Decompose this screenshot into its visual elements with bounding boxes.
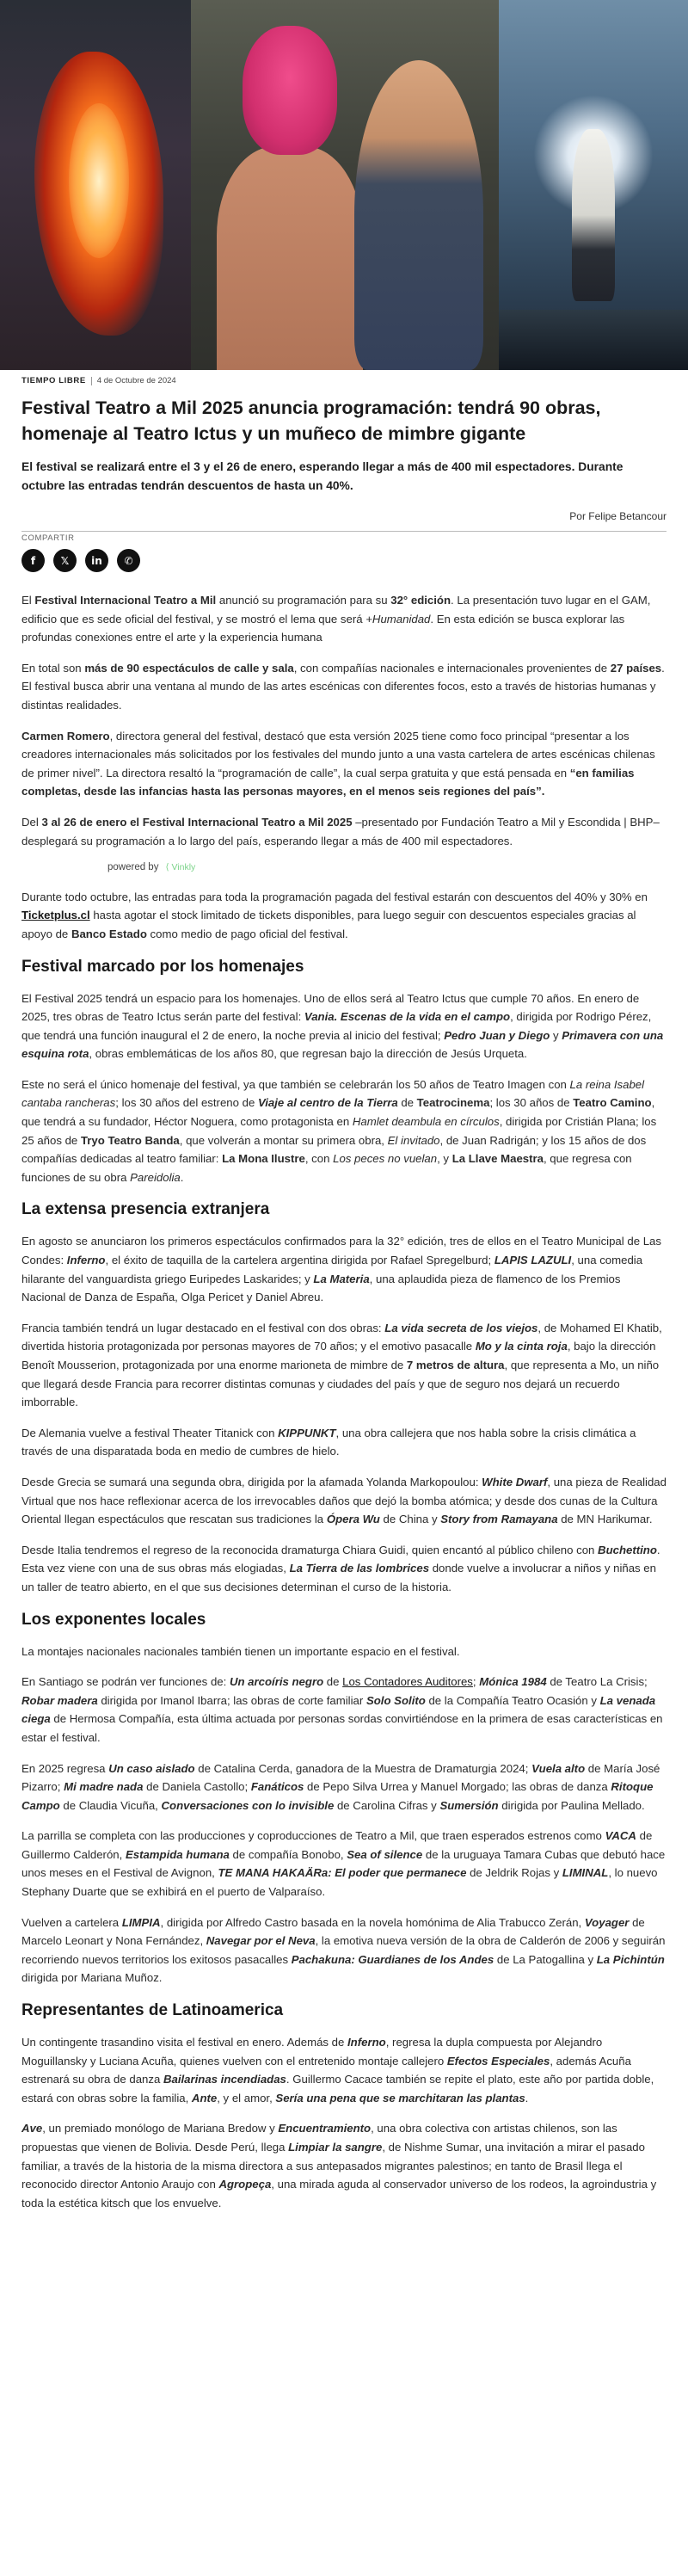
- article-body: [22, 591, 666, 2212]
- article-headline: Festival Teatro a Mil 2025 anuncia programación: tendrá 90 obras, homenaje al Teatro Ictus y un muñeco de mimbre gigante: [22, 397, 601, 444]
- emphasis-bold: 32° edición: [390, 594, 452, 607]
- text-run: , regresa la dupla compuesta por Alejandro Moguillansky y Luciana Acuña, quienes vuelven con el entretenido montaje callejero: [22, 2036, 603, 2068]
- text-run: , una pieza de Realidad Virtual que nos hace reflexionar acerca de los irrevocables daños que dejó la bomba atómica; y desde dos cunas de la Cultura Oriental llegan espectáculos que rescatan sus tradiciones la: [22, 1475, 666, 1526]
- emphasis-bold: La Llave Maestra: [452, 1152, 544, 1166]
- emphasis-italic: Pareidolia: [130, 1170, 181, 1184]
- emphasis-bold: LAPIS LAZULI: [494, 1254, 572, 1267]
- performer-figure: [572, 129, 615, 301]
- section-heading-locales: Los exponentes locales: [22, 1610, 206, 1629]
- emphasis-bold: Mónica 1984: [479, 1675, 547, 1689]
- actor-torso: [217, 146, 363, 370]
- text-run: de Catalina Cerda, ganadora de la Muestra de Dramaturgia 2024;: [194, 1761, 532, 1775]
- emphasis-bold: 3 al 26 de enero el Festival Internacional Teatro a Mil 2025: [41, 815, 353, 829]
- text-run: En Santiago se podrán ver funciones de:: [22, 1675, 230, 1689]
- emphasis-bold: Pachakuna: Guardianes de los Andes: [291, 1952, 494, 1966]
- emphasis-bold: Teatro Camino: [573, 1096, 652, 1110]
- text-run: de la uruguaya Tamara Cubas que debutó hace unos meses en el Festival de Avignon,: [22, 1847, 666, 1880]
- text-run: dirigida por Mariana Muñoz.: [22, 1971, 163, 1985]
- emphasis-bold: La Materia: [313, 1272, 370, 1285]
- emphasis-bold: Robar madera: [22, 1693, 98, 1707]
- emphasis-bold: Story from Ramayana: [440, 1513, 558, 1526]
- vinkly-logo[interactable]: ⟨ Vinkly: [165, 862, 196, 873]
- emphasis-bold: más de 90 espectáculos de calle y sala: [84, 661, 294, 675]
- text-run: de María José Pizarro;: [22, 1761, 660, 1794]
- emphasis-bold: KIPPUNKT: [278, 1426, 336, 1439]
- emphasis-bold: Mo y la cinta roja: [475, 1340, 568, 1353]
- powered-by-label: powered by: [108, 862, 159, 873]
- text-run: , de Juan Radrigán; y los 15 años de dos compañías dedicadas al teatro familiar:: [22, 1133, 647, 1166]
- inline-link[interactable]: Los Contadores Auditores: [342, 1675, 473, 1689]
- hero-image: [0, 0, 688, 370]
- emphasis-bold: Banco Estado: [71, 927, 147, 940]
- emphasis-bold: La Mona Ilustre: [222, 1152, 305, 1166]
- text-run: hasta agotar el stock limitado de tickets disponibles, para luego seguir con descuentos especiales gracias al apoyo de: [22, 909, 636, 940]
- emphasis-bold: Sea of silence: [347, 1847, 423, 1861]
- emphasis-bold: Estampida humana: [125, 1847, 230, 1861]
- emphasis-bold: Teatrocinema: [416, 1096, 490, 1110]
- facebook-icon[interactable]: f: [22, 549, 45, 572]
- emphasis-bold: Inferno: [347, 2036, 386, 2049]
- paragraph: [22, 659, 666, 715]
- text-run: dirigida por Paulina Mellado.: [498, 1798, 645, 1812]
- emphasis-bold: Ave: [22, 2122, 43, 2135]
- emphasis-bold: La Tierra de las lombrices: [289, 1562, 430, 1575]
- text-run: .: [180, 1170, 184, 1184]
- text-run: Desde Italia tendremos el regreso de la reconocida dramaturga Chiara Guidi, quien encantó al público chileno con: [22, 1543, 599, 1556]
- article-lead: El festival se realizará entre el 3 y el 26 de enero, esperando llegar a más de 400 mil espectadores. Durante octubre las entradas tendrán descuentos de hasta un 40%.: [22, 460, 624, 492]
- text-run: dirigida por Imanol Ibarra; las obras de corte familiar: [97, 1693, 366, 1707]
- text-run: De Alemania vuelve a festival Theater Titanick con: [22, 1426, 279, 1439]
- paragraph: [22, 1759, 666, 1815]
- text-run: .: [525, 2091, 529, 2105]
- text-run: Un contingente trasandino visita el festival en enero. Además de: [22, 2036, 348, 2049]
- text-run: Durante todo octubre, las entradas para toda la programación pagada del festival estarán con descuentos del 40% y 30% en: [22, 890, 648, 903]
- text-run: ; los 30 años del estreno de: [115, 1096, 258, 1110]
- text-run: , una obra callejera que nos habla sobre la crisis climática a través de una disparatada boda en medio de cumbres de hielo.: [22, 1426, 636, 1458]
- text-run: , de Nishme Sumar, una invitación a mirar el pasado familiar, a través de la historia de la misma directora a sus antepasados migrantes palestinos; en tanto de Brasil llega el reconocido director Antonio Araujo con: [22, 2141, 645, 2191]
- text-run: En total son: [22, 661, 85, 675]
- text-run: donde vuelve a involucrar a niños y niñas en un taller de teatro abierto, en el que sus decisiones determinan el curso de la historia.: [22, 1562, 656, 1593]
- emphasis-bold: Fanáticos: [250, 1780, 304, 1794]
- emphasis-bold: Ritoque Campo: [22, 1780, 654, 1812]
- text-run: Vuelven a cartelera: [22, 1915, 122, 1929]
- inline-link[interactable]: Ticketplus.cl: [22, 909, 90, 922]
- emphasis-bold: Buchettino: [598, 1543, 657, 1556]
- emphasis-bold: VACA: [605, 1829, 636, 1843]
- emphasis-bold: 27 países: [610, 661, 662, 675]
- emphasis-bold: Festival Internacional Teatro a Mil: [34, 594, 217, 607]
- emphasis-bold: Un caso aislado: [108, 1761, 195, 1775]
- emphasis-bold: “en familias completas, desde las infancias hasta las personas mayores, en el menos seis regiones del país”.: [22, 766, 635, 798]
- x-icon[interactable]: 𝕏: [53, 549, 77, 572]
- text-run: , que regresa con funciones de su obra: [22, 1152, 632, 1184]
- emphasis-bold: Mi madre nada: [64, 1780, 144, 1794]
- text-run: . La presentación tuvo lugar en el GAM, edificio que es sede oficial del festival, y se mostró el lema que será: [22, 594, 651, 626]
- emphasis-bold: La venada ciega: [22, 1693, 656, 1726]
- paragraph: [22, 1473, 666, 1529]
- text-run: , una mirada aguda al conservador universo de los rodeos, la agroindustria y toda la estética kitsch que los envuelve.: [22, 2178, 657, 2209]
- emphasis-bold: LIMINAL: [562, 1866, 609, 1880]
- text-run: de Guillermo Calderón,: [22, 1829, 653, 1861]
- emphasis-bold: Sería una pena que se marchitaran las plantas: [275, 2091, 525, 2105]
- emphasis-bold: Limpiar la sangre: [288, 2141, 383, 2154]
- share-buttons: [22, 549, 666, 572]
- share-label: COMPARTIR: [22, 531, 666, 543]
- paragraph: [22, 1319, 666, 1412]
- hero-photo-masked-actor: [191, 0, 499, 370]
- emphasis-bold: La Pichintún: [596, 1952, 665, 1966]
- paragraph: [22, 2119, 666, 2212]
- text-run: de Pepo Silva Urrea y Manuel Morgado; las obras de danza: [304, 1780, 611, 1794]
- text-run: Francia también tendrá un lugar destacado en el festival con dos obras:: [22, 1321, 385, 1334]
- emphasis-bold: Efectos Especiales: [446, 2054, 550, 2068]
- section-heading-homenajes: Festival marcado por los homenajes: [22, 957, 304, 976]
- paragraph: [22, 727, 666, 801]
- text-run: anunció su programación para su: [216, 594, 391, 607]
- text-run: de Jeldrik Rojas y: [466, 1866, 562, 1880]
- emphasis-bold: Ópera Wu: [326, 1513, 380, 1526]
- text-run: , un premiado monólogo de Mariana Bredow y: [42, 2122, 279, 2135]
- emphasis-bold: TE MANA HAKAÄRa: El poder que permanece: [218, 1866, 467, 1880]
- emphasis-bold: Bailarinas incendiadas: [163, 2073, 286, 2086]
- emphasis-bold: Navegar por el Neva: [206, 1934, 316, 1948]
- text-run: , que tendrá a su fundador, Héctor Noguera, como protagonista en: [22, 1096, 655, 1129]
- emphasis-bold: Tryo Teatro Banda: [80, 1133, 180, 1147]
- paragraph: [22, 1914, 666, 1987]
- text-run: , dirigida por Rodrigo Pérez, que tendrá una función inaugural el 2 de enero, la noche previa al inicio del festival;: [22, 1010, 652, 1042]
- text-run: , que volverán a montar su primera obra,: [179, 1133, 388, 1147]
- emphasis-italic: +Humanidad: [366, 612, 431, 626]
- paragraph: [22, 813, 666, 850]
- text-run: ;: [472, 1675, 480, 1689]
- text-run: de MN Harikumar.: [557, 1513, 653, 1526]
- emphasis-bold: Sumersión: [439, 1798, 499, 1812]
- text-run: , bajo la dirección Benoît Mousserion, protagonizada por una enorme marioneta de mimbre de: [22, 1340, 656, 1371]
- emphasis-italic: El invitado: [387, 1133, 440, 1147]
- woman-figure: [354, 60, 483, 370]
- text-run: de China y: [379, 1513, 441, 1526]
- section-heading-extranjera: La extensa presencia extranjera: [22, 1200, 270, 1219]
- stage-floor: [499, 310, 688, 370]
- text-run: y: [550, 1028, 562, 1042]
- text-run: El: [22, 594, 35, 607]
- article-meta: [22, 376, 666, 385]
- text-run: , y: [437, 1152, 452, 1166]
- text-run: ; los 30 años de: [489, 1096, 574, 1110]
- text-run: , que representa a Mo, un niño que llegará desde Francia para recorrer distintas comunas y ciudades del país y que de seguro nos dejará un recuerdo imborrable.: [22, 1359, 660, 1409]
- emphasis-bold: Conversaciones con lo invisible: [161, 1798, 335, 1812]
- text-run: , dirigida por Cristián Plana; los 25 años de: [22, 1115, 657, 1147]
- fire-core: [69, 103, 129, 258]
- text-run: de Teatro La Crisis;: [546, 1675, 648, 1689]
- pink-mask: [243, 26, 337, 155]
- text-run: , lo nuevo Stephany Duarte que se exhibirá en el puerto de Valparaíso.: [22, 1866, 658, 1899]
- paragraph: [22, 1424, 666, 1461]
- text-run: . Guillermo Cacace también se repite el plato, este año por partida doble, estará con obras sobre la familia,: [22, 2073, 654, 2105]
- emphasis-italic: Hamlet deambula en círculos: [352, 1115, 500, 1129]
- emphasis-bold: Agropeça: [218, 2178, 272, 2191]
- text-run: Este no será el único homenaje del festival, ya que también se celebrarán los 50 años de Teatro Imagen con: [22, 1077, 570, 1091]
- text-run: El Festival 2025 tendrá un espacio para los homenajes. Uno de ellos será al Teatro Ictus que cumple 70 años. En enero de 2025, tres obras de Teatro Ictus serán parte del festival:: [22, 991, 640, 1024]
- text-run: –presentado por Fundación Teatro a Mil y Escondida | BHP– desplegará su programación a lo largo del país, esperando llegar a más de 400 mil espectadores.: [22, 815, 660, 847]
- text-run: , el éxito de taquilla de la cartelera argentina dirigida por Rafael Spregelburd;: [105, 1254, 494, 1267]
- article: [0, 376, 688, 2212]
- text-run: , con compañías nacionales e internacionales provenientes de: [293, 661, 611, 675]
- text-run: de Carolina Cifras y: [334, 1798, 440, 1812]
- text-run: , una comedia hilarante del vanguardista griego Euripedes Laskarides; y: [22, 1254, 643, 1285]
- paragraph: [22, 1642, 666, 1661]
- emphasis-bold: Voyager: [584, 1915, 630, 1929]
- text-run: de Hermosa Compañía, esta última actuada por personas sordas convirtiéndose en la primera de esas características en estar el festival.: [22, 1712, 663, 1744]
- paragraph: [22, 989, 666, 1063]
- text-run: , y el amor,: [217, 2091, 276, 2105]
- text-run: . El festival busca abrir una ventana al mundo de las artes escénicas con diferentes focos, esto a través de historias humanas y distintas realidades.: [22, 661, 665, 712]
- paragraph: [22, 1827, 666, 1901]
- whatsapp-icon[interactable]: ✆: [117, 549, 140, 572]
- text-run: . Esta vez viene con una de sus obras más elogiadas,: [22, 1543, 660, 1575]
- text-run: como medio de pago oficial del festival.: [146, 927, 348, 940]
- emphasis-italic: Los peces no vuelan: [333, 1152, 438, 1166]
- paragraph: [22, 1541, 666, 1597]
- text-run: , una obra colectiva con artistas chilenos, son las propuestas que vienen de Bolivia. Desde Perú, llega: [22, 2122, 617, 2154]
- text-run: En agosto se anunciaron los primeros espectáculos confirmados para la 32° edición, tres de ellos en el Teatro Municipal de Las Condes:: [22, 1235, 661, 1267]
- emphasis-bold: Vuela alto: [531, 1761, 586, 1775]
- text-run: En 2025 regresa: [22, 1761, 109, 1775]
- emphasis-bold: Primavera con una esquina rota: [22, 1028, 664, 1061]
- text-run: . En esta edición se busca explorar las profundas conexiones entre el arte y la experiencia humana: [22, 612, 625, 644]
- section-heading-latinoamerica: Representantes de Latinoamerica: [22, 2001, 284, 2020]
- emphasis-bold: LIMPIA: [121, 1915, 161, 1929]
- text-run: , una aplaudida pieza de flamenco de los Premios Nacional de Danza de España, Olga Pericet y Daniel Abreu.: [22, 1272, 621, 1304]
- text-run: , la emotiva nueva versión de la obra de Calderón de 2006 y seguirán recorriendo nuevos territorios los exitosos pasacalles: [22, 1934, 666, 1966]
- text-run: de La Patogallina y: [494, 1952, 597, 1966]
- hero-photo-fire-puppet: [0, 0, 191, 370]
- text-run: La montajes nacionales nacionales también tienen un importante espacio en el festival.: [22, 1644, 460, 1658]
- text-run: , de Mohamed El Khatib, divertida historia protagonizada por personas mayores de 70 años; y el emotivo pasacalle: [22, 1321, 662, 1353]
- powered-by-widget: [108, 859, 666, 878]
- text-run: , además Acuña estrenará su obra de danza: [22, 2054, 631, 2086]
- text-run: , obras emblemáticas de los años 80, que regresan bajo la dirección de Jesús Urqueta.: [89, 1047, 527, 1061]
- meta-separator: [91, 377, 92, 385]
- text-run: de Daniela Castollo;: [143, 1780, 251, 1794]
- text-run: de la Compañía Teatro Ocasión y: [425, 1693, 600, 1707]
- paragraph: [22, 888, 666, 944]
- paragraph: [22, 591, 666, 647]
- emphasis-bold: Viaje al centro de la Tierra: [257, 1096, 398, 1110]
- emphasis-bold: Pedro Juan y Diego: [444, 1028, 550, 1042]
- emphasis-bold: Solo Solito: [366, 1693, 426, 1707]
- paragraph: [22, 1075, 666, 1187]
- emphasis-bold: White Dwarf: [482, 1475, 548, 1488]
- paragraph: [22, 1232, 666, 1306]
- emphasis-bold: La vida secreta de los viejos: [384, 1321, 538, 1334]
- text-run: , dirigida por Alfredo Castro basada en la novela homónima de Alia Trabucco Zerán,: [160, 1915, 585, 1929]
- hero-photo-performer: [499, 0, 688, 370]
- emphasis-bold: Carmen Romero: [22, 729, 110, 743]
- emphasis-bold: Ante: [191, 2091, 218, 2105]
- linkedin-icon[interactable]: in: [85, 549, 108, 572]
- emphasis-bold: Un arcoíris negro: [229, 1675, 324, 1689]
- text-run: de Claudia Vicuña,: [59, 1798, 162, 1812]
- paragraph: [22, 1673, 666, 1747]
- section-tag[interactable]: TIEMPO LIBRE: [22, 376, 86, 385]
- text-run: de: [397, 1096, 417, 1110]
- emphasis-bold: Inferno: [66, 1254, 106, 1267]
- publish-date: 4 de Octubre de 2024: [96, 376, 176, 385]
- text-run: de Marcelo Leonart y Nona Fernández,: [22, 1915, 645, 1948]
- author-byline: Por Felipe Betancour: [569, 510, 666, 522]
- emphasis-bold: Encuentramiento: [278, 2122, 372, 2135]
- text-run: , directora general del festival, destacó que esta versión 2025 tiene como foco principal “presentar a los creadores internacionales más solicitados por los festivales del mundo junto a una vasta cartelera de artes escénicas chilenas de primer nivel”. La directora resaltó la “programación de calle”, la cual serpa gratuita y que está pensada en: [22, 729, 655, 780]
- emphasis-italic: La reina Isabel cantaba rancheras: [22, 1077, 645, 1110]
- emphasis-bold: Vania. Escenas de la vida en el campo: [304, 1010, 511, 1024]
- text-run: de: [323, 1675, 343, 1689]
- text-run: de compañía Bonobo,: [229, 1847, 347, 1861]
- text-run: La parrilla se completa con las producciones y coproducciones de Teatro a Mil, que traen esperados estrenos como: [22, 1829, 605, 1843]
- text-run: Desde Grecia se sumará una segunda obra, dirigida por la afamada Yolanda Markopoulou:: [22, 1475, 482, 1488]
- emphasis-bold: 7 metros de altura: [406, 1359, 505, 1371]
- paragraph: [22, 2033, 666, 2107]
- text-run: Del: [22, 815, 42, 829]
- text-run: , con: [304, 1152, 334, 1166]
